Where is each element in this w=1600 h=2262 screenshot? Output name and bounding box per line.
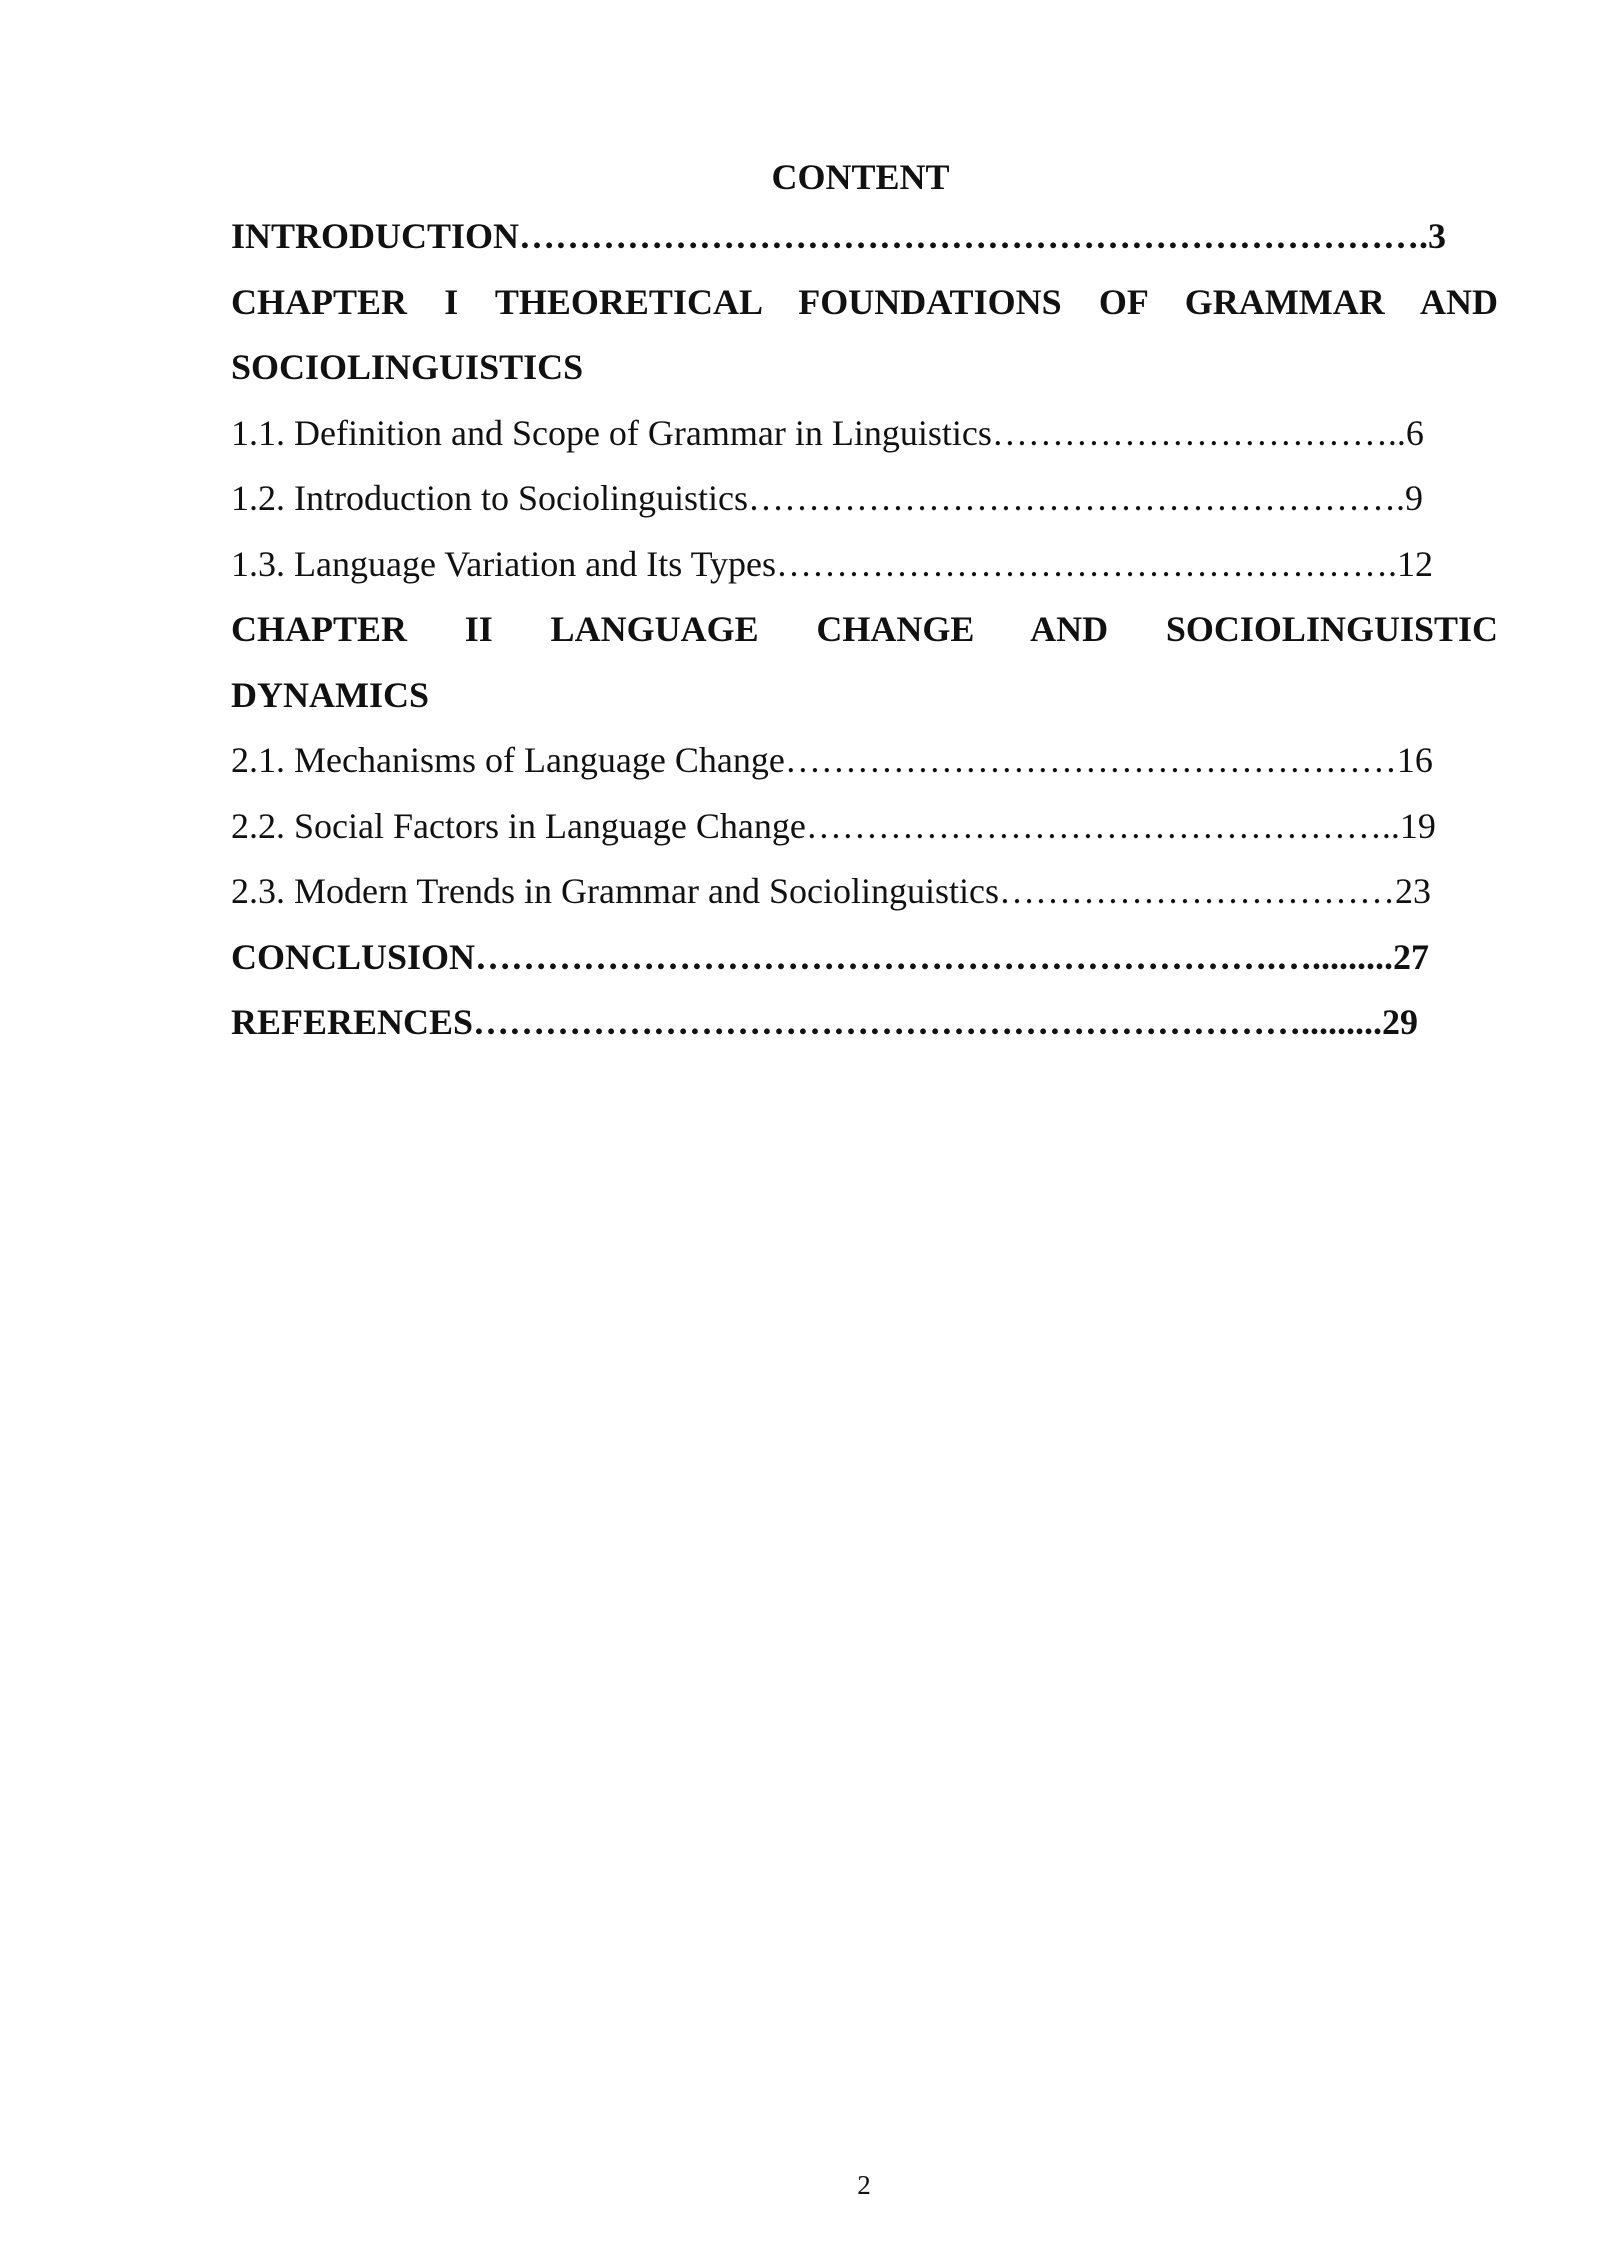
table-of-contents: [231, 150, 1498, 1056]
toc-chapter-1-heading: [231, 270, 1498, 401]
toc-entry-1-1: 1.1. Definition and Scope of Grammar in Linguistics……………………………..6: [231, 412, 1424, 453]
page-title: CONTENT: [771, 157, 950, 197]
toc-entry-1-2: 1.2. Introduction to Sociolinguistics……………………………………………….9: [231, 478, 1423, 518]
toc-entry-references: REFERENCES…………………………………………………………….........29: [231, 1002, 1419, 1042]
toc-entry-introduction: INTRODUCTION………………………………………………………………….3: [231, 216, 1447, 256]
chapter-1-title-line1: CHAPTER I THEORETICAL FOUNDATIONS OF GRAMMAR AND: [231, 281, 1498, 322]
toc-entry-2-3: 2.3. Modern Trends in Grammar and Sociolinguistics……………………………23: [231, 871, 1431, 911]
toc-entry-2-1: 2.1. Mechanisms of Language Change……………………………………………16: [231, 740, 1433, 780]
toc-entry-1-3: 1.3. Language Variation and Its Types…………………………………………….12: [231, 543, 1434, 584]
chapter-2-title-line1: CHAPTER II LANGUAGE CHANGE AND SOCIOLINGUISTIC: [231, 609, 1498, 649]
toc-chapter-2-heading: [231, 597, 1498, 728]
toc-entry-conclusion: CONCLUSION………………………………………………………….….........27: [231, 936, 1430, 977]
page-number: 2: [857, 2170, 871, 2200]
chapter-2-title-line2: DYNAMICS: [231, 674, 429, 715]
chapter-1-title-line2: SOCIOLINGUISTICS: [231, 347, 584, 387]
toc-entry-2-2: 2.2. Social Factors in Language Change…………………………………………..19: [231, 805, 1436, 846]
